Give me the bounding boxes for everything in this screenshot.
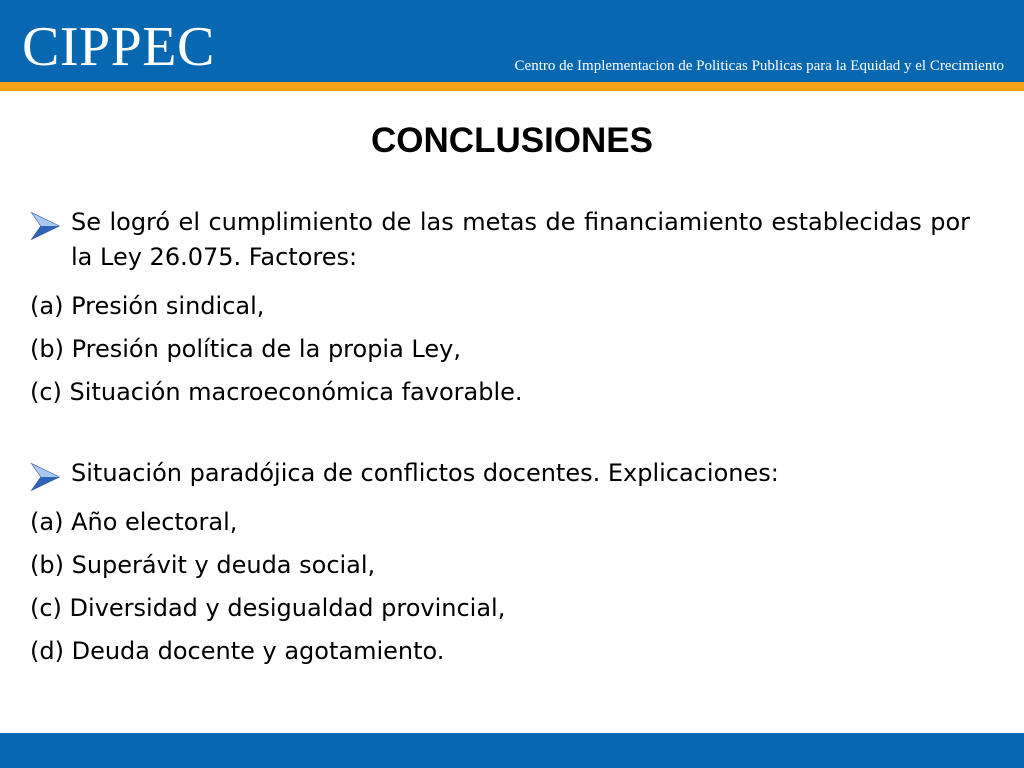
arrow-bullet-icon [28,209,62,243]
slide-title: CONCLUSIONES [371,121,653,160]
list-item: (a) Presión sindical, [30,292,265,320]
header-bar [0,0,1024,82]
list-item: (b) Superávit y deuda social, [30,551,376,579]
header-accent-stripe [0,82,1024,91]
list-item: (c) Situación macroeconómica favorable. [30,378,523,406]
arrow-bullet-icon [28,460,62,494]
header-tagline: Centro de Implementacion de Politicas Publicas para la Equidad y el Crecimiento [514,58,1004,74]
bullet-text: Situación paradójica de conflictos docentes. Explicaciones: [71,459,779,487]
footer-bar [0,733,1024,768]
bullet-text: Se logró el cumplimiento de las metas de financiamiento establecidas por la Ley 26.075. Factores: [71,208,970,271]
list-item: (b) Presión política de la propia Ley, [30,335,461,363]
list-item: (c) Diversidad y desigualdad provincial, [30,594,506,622]
cippec-logo: CIPPEC [22,16,215,78]
bullet-financing [28,205,970,275]
bullet-conflicts [28,456,970,491]
list-item: (d) Deuda docente y agotamiento. [30,637,445,665]
list-item: (a) Año electoral, [30,508,238,536]
